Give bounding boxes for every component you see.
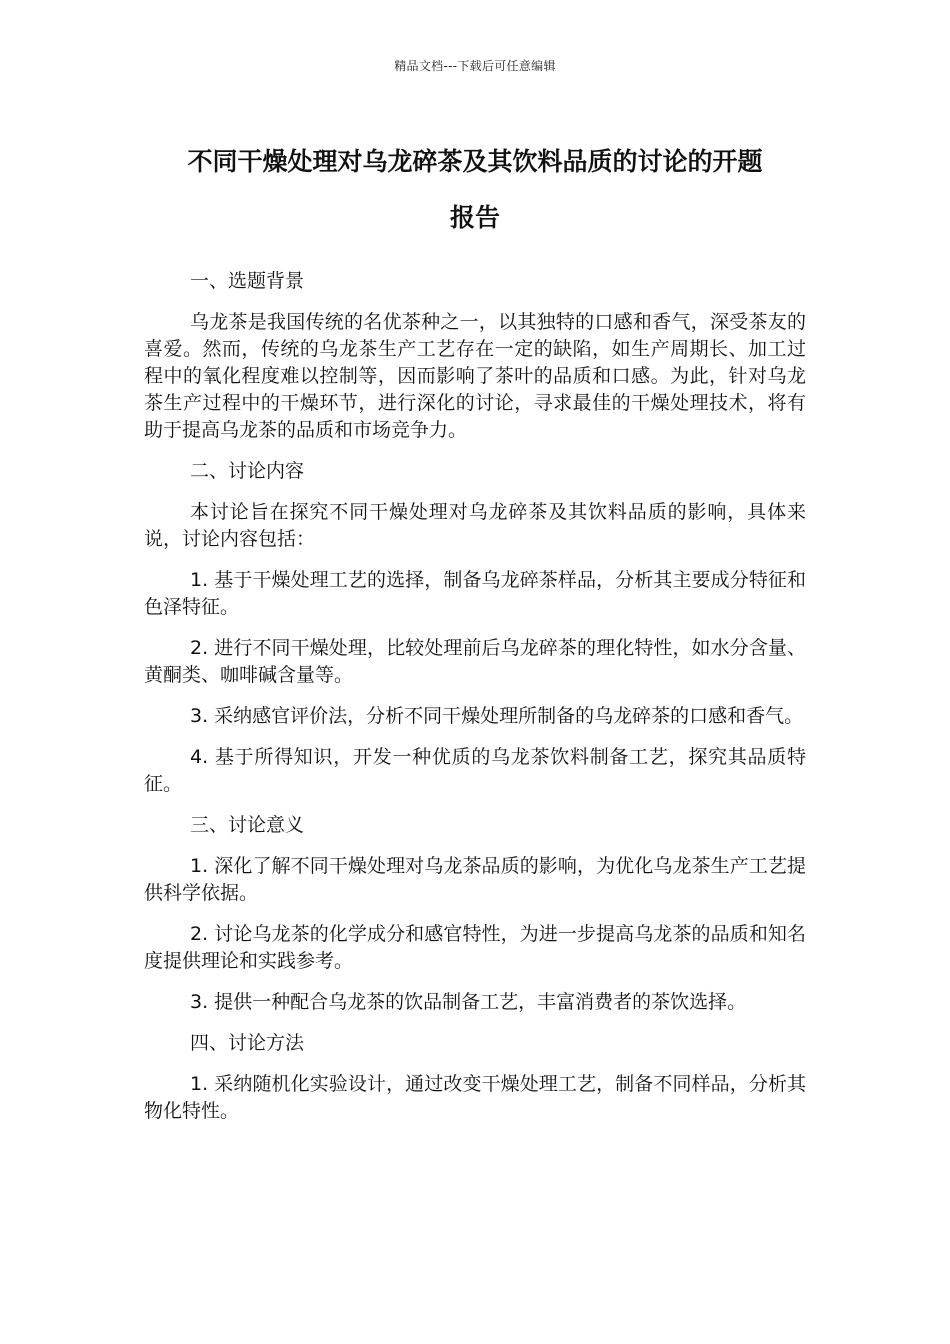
section-heading-background: 一、选题背景 [190,270,305,292]
title-line-1: 不同干燥处理对乌龙碎茶及其饮料品质的讨论的开题 [187,147,763,176]
document-body [144,268,806,1139]
content-item-4: 4. 基于所得知识，开发一种优质的乌龙茶饮料制备工艺，探究其品质特征。 [144,746,806,795]
section-heading-method: 四、讨论方法 [190,1032,305,1054]
section-heading-significance: 三、讨论意义 [190,814,305,836]
content-intro-paragraph: 本讨论旨在探究不同干燥处理对乌龙碎茶及其饮料品质的影响，具体来说，讨论内容包括： [144,501,806,550]
content-item-1: 1. 基于干燥处理工艺的选择，制备乌龙碎茶样品，分析其主要成分特征和色泽特征。 [144,569,806,618]
section-heading-content: 二、讨论内容 [190,460,305,482]
title-line-2: 报告 [449,203,500,232]
content-item-3: 3. 采纳感官评价法，分析不同干燥处理所制备的乌龙碎茶的口感和香气。 [190,705,804,727]
method-item-1: 1. 采纳随机化实验设计，通过改变干燥处理工艺，制备不同样品，分析其物化特性。 [144,1073,806,1122]
document-title [140,134,810,246]
page-header: 精品文档---下载后可任意编辑 [394,59,556,73]
significance-item-1: 1. 深化了解不同干燥处理对乌龙茶品质的影响，为优化乌龙茶生产工艺提供科学依据。 [144,855,806,904]
significance-item-3: 3. 提供一种配合乌龙茶的饮品制备工艺，丰富消费者的茶饮选择。 [190,991,747,1013]
background-paragraph: 乌龙茶是我国传统的名优茶种之一，以其独特的口感和香气，深受茶友的喜爱。然而，传统的乌龙茶生产工艺存在一定的缺陷，如生产周期长、加工过程中的氧化程度难以控制等，因而影响了茶叶的品质和口感。为此，针对乌龙茶生产过程中的干燥环节，进行深化的讨论，寻求最佳的干燥处理技术，将有助于提高乌龙茶的品质和市场竞争力。 [144,311,806,441]
significance-item-2: 2. 讨论乌龙茶的化学成分和感官特性，为进一步提高乌龙茶的品质和知名度提供理论和实践参考。 [144,923,806,972]
content-item-2: 2. 进行不同干燥处理，比较处理前后乌龙碎茶的理化特性，如水分含量、黄酮类、咖啡碱含量等。 [144,637,806,686]
